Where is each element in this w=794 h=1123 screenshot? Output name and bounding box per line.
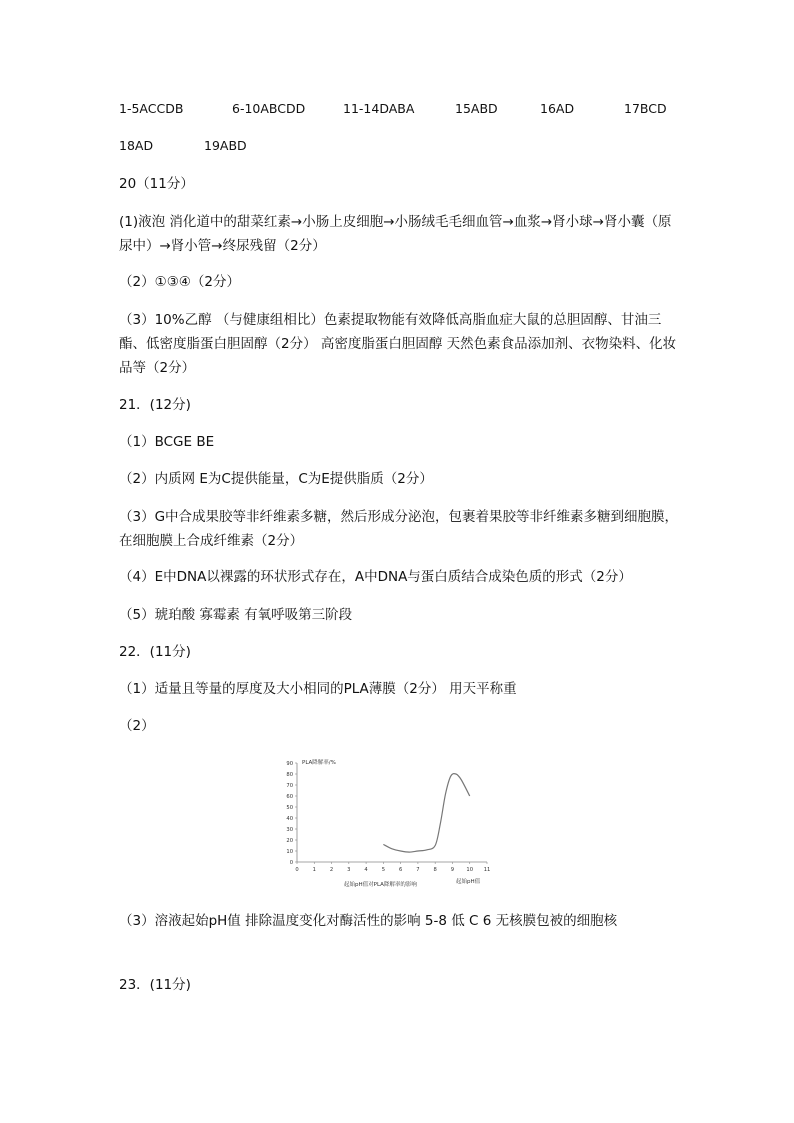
q22-part1: （1）适量且等量的厚度及大小相同的PLA薄膜（2分） 用天平称重: [119, 681, 517, 697]
answers-row-2: [0, 138, 794, 158]
x-tick-label: 10: [466, 867, 474, 873]
q21-part3: （3）G中合成果胶等非纤维素多糖，然后形成分泌泡，包裹着果胶等非纤维素多糖到细胞膜，在细胞膜上合成纤维素（2分）: [119, 509, 679, 549]
q21-title: 21．(12分): [119, 397, 191, 413]
q21-part4: （4）E中DNA以裸露的环状形式存在，A中DNA与蛋白质结合成染色质的形式（2分）: [119, 569, 632, 585]
x-tick-label: 2: [329, 867, 334, 873]
x-tick-label: 7: [416, 867, 420, 873]
q20-part1: (1)液泡 消化道中的甜菜红素→小肠上皮细胞→小肠绒毛毛细血管→血浆→肾小球→肾小囊（原尿中）→肾小管→终尿残留（2分）: [119, 214, 672, 254]
x-tick-label: 9: [450, 867, 455, 873]
q21-part1: （1）BCGE BE: [119, 434, 215, 450]
x-tick-label: 5: [381, 867, 386, 873]
q20-title: 20（11分）: [119, 176, 194, 192]
x-tick-label: 1: [312, 867, 316, 873]
answer-17: 17BCD: [624, 101, 667, 116]
answer-6-10: 6-10ABCDD: [232, 101, 306, 116]
q22-title: 22．(11分): [119, 644, 191, 660]
y-tick-label: 50: [286, 804, 293, 811]
y-tick-label: 70: [286, 782, 293, 789]
y-tick-label: 90: [286, 760, 293, 767]
answer-15: 15ABD: [455, 101, 498, 116]
y-axis-label: PLA降解率/%: [302, 760, 336, 766]
y-tick-label: 20: [286, 837, 293, 844]
x-tick-label: 8: [433, 867, 437, 873]
x-tick-label: 6: [398, 867, 403, 873]
q22-part2: （2）: [119, 718, 155, 734]
q21-part2: （2）内质网 E为C提供能量，C为E提供脂质（2分）: [119, 471, 433, 487]
answer-1-5: 1-5ACCDB: [119, 101, 184, 116]
q21-part5: （5）琥珀酸 寡霉素 有氧呼吸第三阶段: [119, 607, 353, 623]
answers-row-1: [0, 101, 794, 121]
x-tick-label: 4: [364, 867, 368, 873]
q23-title: 23．(11分): [119, 977, 191, 993]
chart-title: 起始pH值对PLA降解率的影响: [344, 882, 417, 888]
answer-16: 16AD: [540, 101, 575, 116]
x-tick-label: 11: [483, 867, 491, 873]
answer-18: 18AD: [119, 138, 154, 153]
q20-part2: （2）①③④（2分）: [119, 274, 240, 290]
y-tick-label: 30: [286, 826, 293, 833]
q20-part3: （3）10%乙醇 （与健康组相比）色素提取物能有效降低高脂血症大鼠的总胆固醇、甘油三酯、低密度脂蛋白胆固醇（2分） 高密度脂蛋白胆固醇 天然色素食品添加剂、衣物染料、化妆品等（2分）: [119, 312, 677, 376]
y-tick-label: 40: [286, 815, 293, 822]
y-tick-label: 10: [286, 848, 293, 855]
x-tick-label: 0: [295, 867, 299, 873]
x-tick-label: 3: [347, 867, 351, 873]
chart-axes: [297, 763, 487, 862]
q22-part3: （3）溶液起始pH值 排除温度变化对酶活性的影响 5-8 低 C 6 无核膜包被的细胞核: [119, 913, 618, 929]
x-axis-label: 起始pH值: [456, 879, 481, 885]
chart-svg: [280, 752, 500, 892]
pla-degradation-chart: [280, 752, 500, 892]
y-tick-label: 80: [286, 771, 293, 778]
y-tick-label: 60: [286, 793, 293, 800]
answer-11-14: 11-14DABA: [343, 101, 415, 116]
series-line: [383, 774, 469, 853]
y-tick-label: 0: [289, 859, 293, 866]
answer-19: 19ABD: [204, 138, 247, 153]
